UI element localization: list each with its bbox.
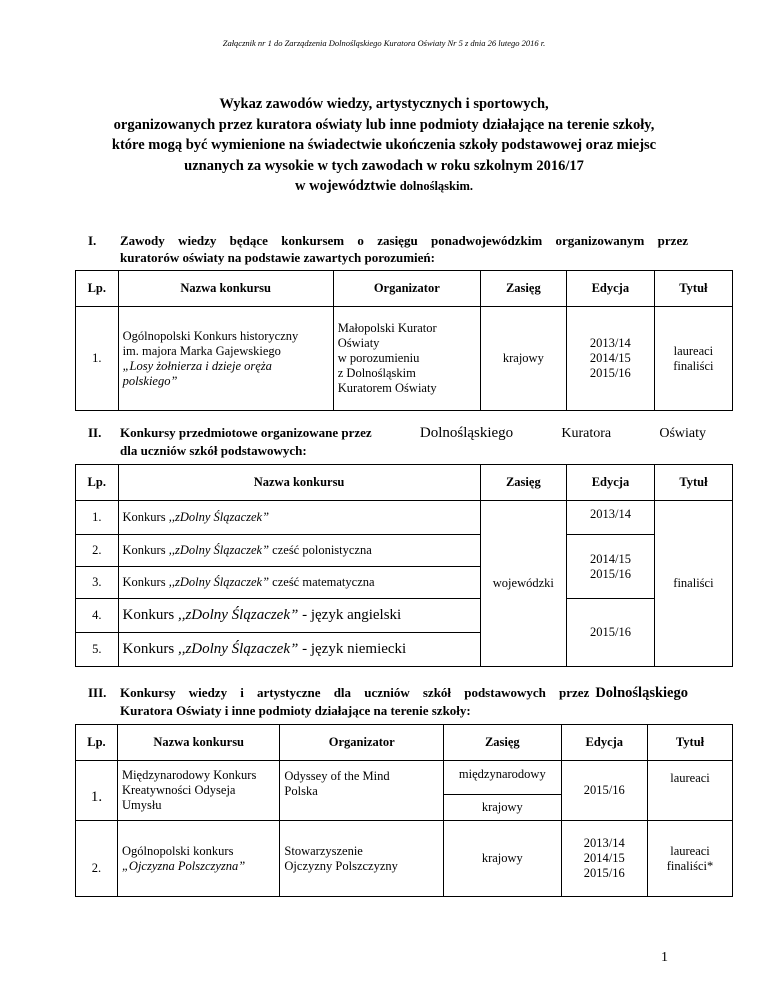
edition: 2013/14	[567, 501, 655, 535]
title: laureaci	[648, 761, 733, 821]
table-section-3	[75, 724, 733, 897]
title: laureaci finaliści	[654, 307, 732, 411]
col-organizer: Organizator	[333, 271, 480, 307]
section-3-heading: III. Konkursy wiedzy i artystyczne dla uczniów szkół podstawowych przez Dolnośląskiego Kuratora Oświaty i inne podmioty działające na terenie szkoły:	[88, 685, 688, 718]
col-edition: Edycja	[567, 465, 655, 501]
edition: 2014/15 2015/16	[567, 535, 655, 599]
col-lp: Lp.	[76, 725, 118, 761]
title: laureaci finaliści*	[648, 821, 733, 897]
scope: międzynarodowy	[444, 761, 561, 795]
edition: 2013/14 2014/15 2015/16	[561, 821, 647, 897]
col-name: Nazwa konkursu	[118, 465, 480, 501]
edition: 2015/16	[567, 599, 655, 667]
organizer: Odyssey of the Mind Polska	[280, 761, 444, 821]
col-scope: Zasięg	[480, 271, 566, 307]
scope: krajowy	[444, 795, 561, 821]
edition: 2013/14 2014/15 2015/16	[566, 307, 654, 411]
organizer: Stowarzyszenie Ojczyzny Polszczyzny	[280, 821, 444, 897]
contest-name: Ogólnopolski konkurs „Ojczyzna Polszczyzna”	[117, 821, 279, 897]
scope: krajowy	[444, 821, 561, 897]
contest-name: Ogólnopolski Konkurs historyczny im. majora Marka Gajewskiego „Losy żołnierza i dzieje oręża polskiego”	[118, 307, 333, 411]
table-row: 1. Międzynarodowy Konkurs Kreatywności Odyseja Umysłu Odyssey of the Mind Polska międzynarodowy 2015/16 laureaci	[76, 761, 733, 795]
col-title: Tytuł	[654, 465, 732, 501]
col-organizer: Organizator	[280, 725, 444, 761]
table-section-1	[75, 270, 733, 411]
col-name: Nazwa konkursu	[118, 271, 333, 307]
scope: wojewódzki	[480, 501, 566, 667]
col-title: Tytuł	[654, 271, 732, 307]
col-scope: Zasięg	[480, 465, 566, 501]
table-row: 2. Konkurs ,,zDolny Ślązaczek” cześć polonistyczna 2014/15 2015/16	[76, 535, 733, 567]
col-name: Nazwa konkursu	[117, 725, 279, 761]
document-title: Wykaz zawodów wiedzy, artystycznych i sportowych, organizowanych przez kuratora oświaty lub inne podmioty działające na terenie szkoły, które mogą być wymienione na świadectwie ukończenia szkoły podstawowej oraz miejsc uznanych za wysokie w tych zawodach w roku szkolnym 2016/17 w województwie dolnośląskim.	[111, 96, 657, 194]
col-scope: Zasięg	[444, 725, 561, 761]
col-lp: Lp.	[76, 271, 119, 307]
edition: 2015/16	[561, 761, 647, 821]
title: finaliści	[654, 501, 732, 667]
contest-name: Międzynarodowy Konkurs Kreatywności Odyseja Umysłu	[117, 761, 279, 821]
table-row: 3. Konkurs ,,zDolny Ślązaczek” cześć matematyczna	[76, 567, 733, 599]
col-edition: Edycja	[561, 725, 647, 761]
section-1-heading: I. Zawody wiedzy będące konkursem o zasięgu ponadwojewódzkim organizowanym przez kuratorów oświaty na podstawie zawartych porozumień:	[88, 233, 688, 265]
table-row: 2. Ogólnopolski konkurs „Ojczyzna Polszczyzna” Stowarzyszenie Ojczyzny Polszczyzny krajowy 2013/14 2014/15 2015/16 laureaci finaliści*	[76, 821, 733, 897]
table-section-2	[75, 464, 733, 667]
page-number: 1	[661, 950, 668, 965]
col-lp: Lp.	[76, 465, 119, 501]
organizer: Małopolski Kurator Oświaty w porozumieniu z Dolnośląskim Kuratorem Oświaty	[333, 307, 480, 411]
section-2-heading: II. Konkursy przedmiotowe organizowane przez Dolnośląskiego Kuratora Oświaty dla uczniów szkół podstawowych:	[88, 425, 706, 458]
table-row: 1. Ogólnopolski Konkurs historyczny im. majora Marka Gajewskiego „Losy żołnierza i dzieje oręża polskiego” Małopolski Kurator Oświaty w porozumieniu z Dolnośląskim Kuratorem Oświaty krajowy 2013/14 2014/15 2015/16 laureaci finaliści	[76, 307, 733, 411]
table-row: 4. Konkurs ,,zDolny Ślązaczek” - język angielski 2015/16	[76, 599, 733, 633]
col-title: Tytuł	[648, 725, 733, 761]
table-row: 1. Konkurs ,,zDolny Ślązaczek” wojewódzki 2013/14 finaliści	[76, 501, 733, 535]
table-row: 5. Konkurs ,,zDolny Ślązaczek” - język niemiecki	[76, 633, 733, 667]
col-edition: Edycja	[566, 271, 654, 307]
header-note: Załącznik nr 1 do Zarządzenia Dolnośląskiego Kuratora Oświaty Nr 5 z dnia 26 lutego 2016 r.	[222, 38, 546, 48]
